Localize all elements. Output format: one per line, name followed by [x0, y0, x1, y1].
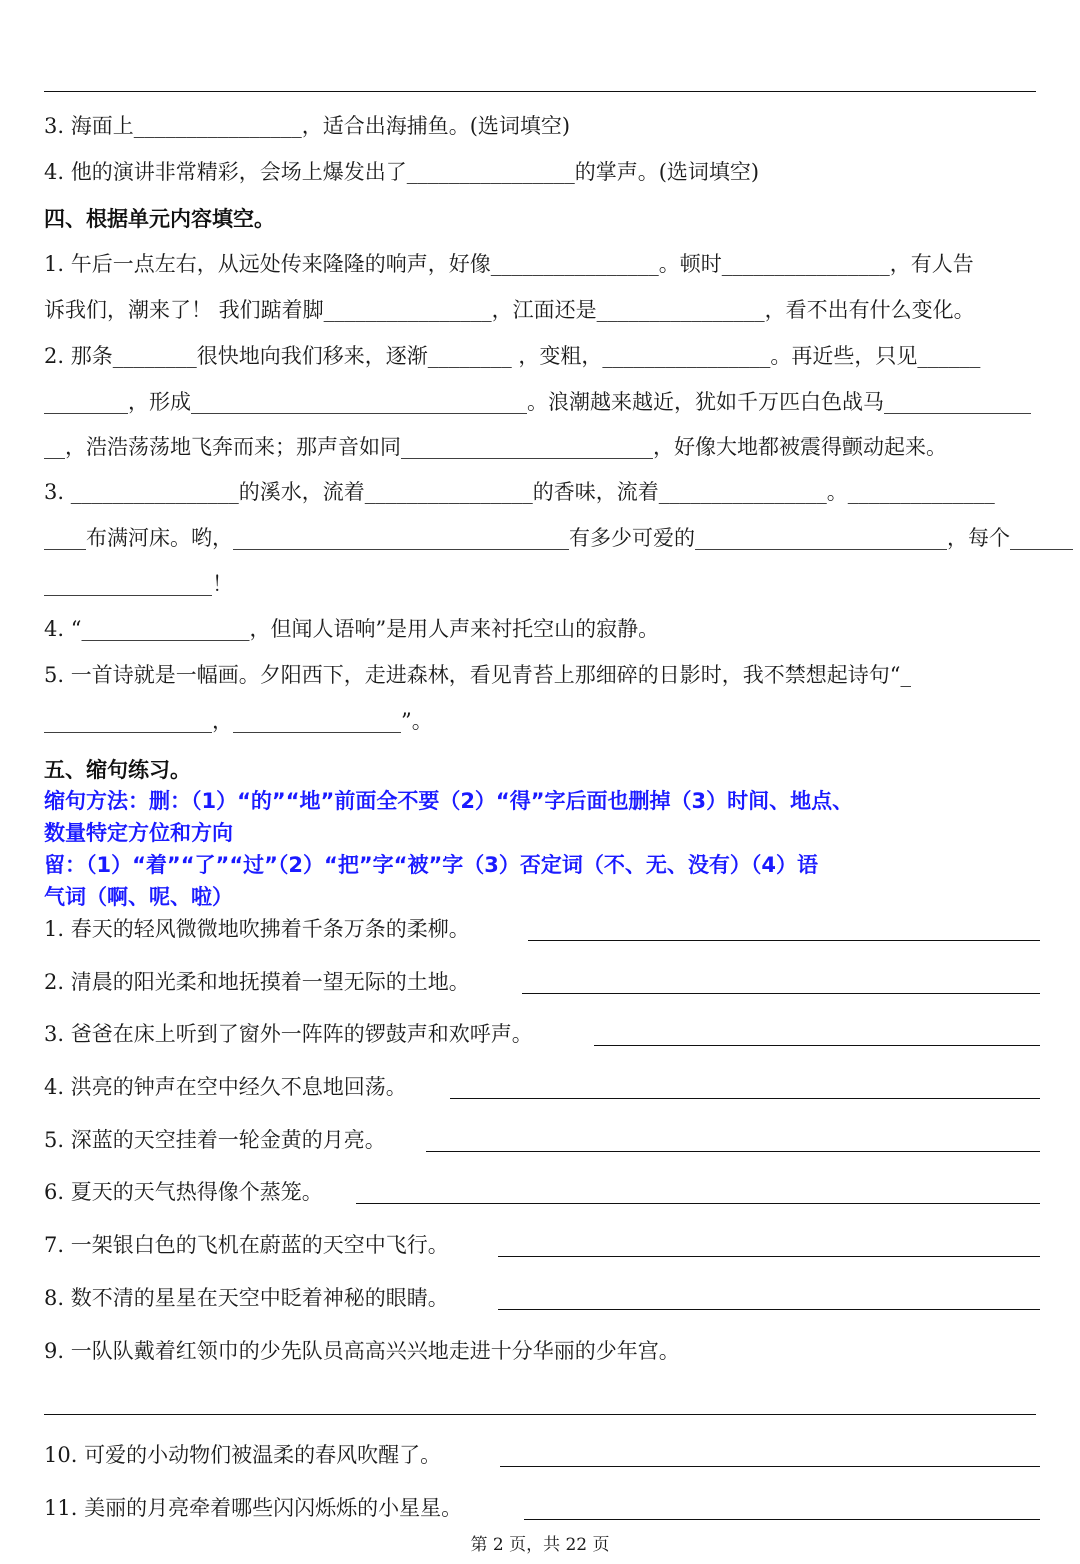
answer-line[interactable] — [450, 1098, 1040, 1099]
shorten-item: 1. 春天的轻风微微地吹拂着千条万条的柔柳。 — [44, 917, 470, 941]
section-5-title: 五、缩句练习。 — [44, 758, 191, 782]
sec4-line: 4. “________________，但闻人语响”是用人声来衬托空山的寂静。 — [44, 617, 660, 641]
shorten-item: 6. 夏天的天气热得像个蒸笼。 — [44, 1180, 323, 1204]
shorten-item: 10. 可爱的小动物们被温柔的春风吹醒了。 — [44, 1443, 442, 1467]
answer-line[interactable] — [44, 1414, 1036, 1415]
answer-line[interactable] — [522, 993, 1040, 994]
page-footer: 第 2 页，共 22 页 — [470, 1535, 610, 1555]
shorten-item: 2. 清晨的阳光柔和地抚摸着一望无际的土地。 — [44, 970, 470, 994]
sec4-line: ________________，________________”。 — [44, 709, 433, 733]
top-answer-line — [44, 91, 1036, 92]
answer-line[interactable] — [356, 1203, 1040, 1204]
question-4-fill: 4. 他的演讲非常精彩，会场上爆发出了________________的掌声。(选词填空) — [44, 160, 760, 184]
shorten-item: 9. 一队队戴着红领巾的少先队员高高兴兴地走进十分华丽的少年宫。 — [44, 1339, 680, 1363]
shorten-item: 4. 洪亮的钟声在空中经久不息地回荡。 — [44, 1075, 407, 1099]
sec4-line: 3. ________________的溪水，流着________________的香味，流着________________。______________ — [44, 480, 995, 504]
shorten-item: 11. 美丽的月亮牵着哪些闪闪烁烁的小星星。 — [44, 1496, 463, 1520]
shorten-item: 8. 数不清的星星在天空中眨着神秘的眼睛。 — [44, 1286, 449, 1310]
sec4-line: ________，形成________________________________。浪潮越来越近，犹如千万匹白色战马______________ — [44, 390, 1031, 414]
method-note: 气词（啊、呢、啦） — [44, 885, 233, 909]
answer-line[interactable] — [498, 1256, 1040, 1257]
method-note: 数量特定方位和方向 — [44, 821, 233, 845]
sec4-line: ____布满河床。哟，________________________________有多少可爱的________________________，每个______ — [44, 526, 1073, 550]
answer-line[interactable] — [500, 1466, 1040, 1467]
question-3-fill: 3. 海面上________________，适合出海捕鱼。(选词填空) — [44, 114, 571, 138]
sec4-line: 1. 午后一点左右，从远处传来隆隆的响声，好像________________。顿时________________，有人告 — [44, 252, 974, 276]
shorten-item: 5. 深蓝的天空挂着一轮金黄的月亮。 — [44, 1128, 386, 1152]
sec4-line: 诉我们，潮来了！ 我们踮着脚________________，江面还是________________，看不出有什么变化。 — [44, 298, 975, 322]
method-note: 缩句方法：删：（1）“的”“地”前面全不要（2）“得”字后面也删掉（3）时间、地点、 — [44, 789, 854, 813]
section-4-title: 四、根据单元内容填空。 — [44, 207, 275, 231]
answer-line[interactable] — [594, 1045, 1040, 1046]
sec4-line: __，浩浩荡荡地飞奔而来；那声音如同________________________，好像大地都被震得颤动起来。 — [44, 435, 947, 459]
answer-line[interactable] — [524, 1519, 1040, 1520]
sec4-line: ________________！ — [44, 572, 233, 596]
sec4-line: 2. 那条________很快地向我们移来，逐渐________ ，变粗，________________。再近些，只见______ — [44, 344, 981, 368]
method-note: 留：（1）“着”“了”“过”（2）“把”字“被”字（3）否定词（不、无、没有）（4）语 — [44, 853, 818, 877]
sec4-line: 5. 一首诗就是一幅画。夕阳西下，走进森林，看见青苔上那细碎的日影时，我不禁想起诗句“_ — [44, 663, 911, 687]
answer-line[interactable] — [528, 940, 1040, 941]
answer-line[interactable] — [498, 1309, 1040, 1310]
answer-line[interactable] — [426, 1151, 1040, 1152]
shorten-item: 7. 一架银白色的飞机在蔚蓝的天空中飞行。 — [44, 1233, 449, 1257]
shorten-item: 3. 爸爸在床上听到了窗外一阵阵的锣鼓声和欢呼声。 — [44, 1022, 533, 1046]
